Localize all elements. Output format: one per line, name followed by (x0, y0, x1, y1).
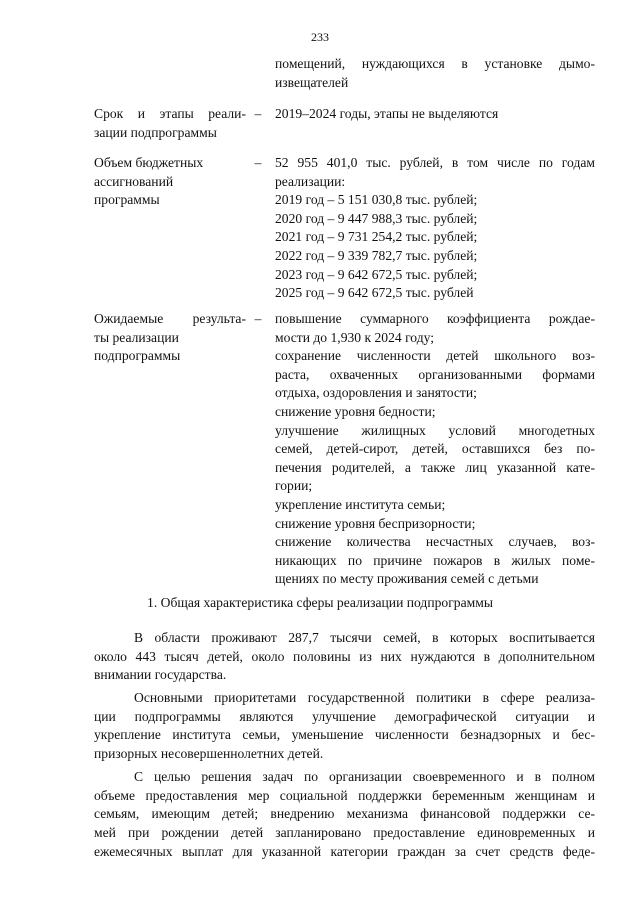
value-line: снижение уровня беспризорности; (275, 515, 476, 531)
paragraph (94, 768, 595, 861)
text-line: Основными приоритетами государственной политики в сфере реализа- (134, 690, 595, 706)
value-line: снижение количества несчастных случаев, воз- (275, 534, 595, 550)
row-dash: – (254, 311, 262, 326)
value-line: помещений, нуждающихся в установке дымо- (275, 56, 595, 71)
value-line: 2020 год – 9 447 988,3 тыс. рублей; (275, 210, 478, 226)
paragraph (94, 689, 595, 763)
label-line: ты реализации (94, 329, 179, 345)
row-label (94, 154, 246, 210)
label-line: ассигнований (94, 173, 174, 189)
value-line: щениях по месту проживания семей с детьми (275, 571, 539, 587)
value-line: отдыха, оздоровления и занятости; (275, 385, 477, 401)
section-heading: 1. Общая характеристика сферы реализации подпрограммы (147, 595, 493, 610)
label-line: Объем бюджетных (94, 155, 204, 170)
value-line: 2019 год – 5 151 030,8 тыс. рублей; (275, 192, 478, 208)
value-line: 52 955 401,0 тыс. рублей, в том числе по годам (275, 155, 595, 170)
text-line: укрепление института семьи, уменьшение численности безнадзорных и бес- (94, 727, 595, 743)
value-line: гории; (275, 478, 313, 494)
text-line: ежемесячных выплат для указанной категории граждан за счет средств феде- (94, 843, 595, 859)
value-line: реализации: (275, 173, 346, 189)
value-line: 2023 год – 9 642 672,5 тыс. рублей; (275, 266, 478, 282)
paragraph (94, 629, 595, 685)
value-line: 2021 год – 9 731 254,2 тыс. рублей; (275, 229, 478, 245)
text-line: С целью решения задач по организации своевременного и в полном (134, 769, 595, 785)
value-line: 2019–2024 годы, этапы не выделяются (275, 106, 499, 121)
label-line: зации подпрограммы (94, 124, 217, 140)
text-line: мей при рождении детей запланировано предоставление единовременных и (94, 824, 595, 840)
row-label (94, 310, 246, 366)
value-line: повышение суммарного коэффициента рождае- (275, 311, 595, 326)
value-line: печения родителей, а также лиц указанной катe- (275, 459, 595, 475)
value-line: снижение уровня бедности; (275, 403, 436, 419)
section-body (94, 629, 595, 866)
label-line: программы (94, 192, 160, 208)
value-line: 2022 год – 9 339 782,7 тыс. рублей; (275, 247, 478, 263)
row-value (275, 105, 595, 124)
row-dash: – (254, 155, 262, 170)
text-line: семьям, имеющим детей; внедрению механизма финансовой поддержки се- (94, 806, 595, 822)
label-line: подпрограммы (94, 348, 181, 364)
row-value (275, 310, 595, 589)
text-line: ции подпрограммы являются улучшение демографической ситуации и (94, 708, 595, 724)
text-line: призорных несовершеннолетних детей. (94, 746, 324, 762)
row-dash: – (254, 106, 262, 121)
text-line: внимании государства. (94, 667, 227, 683)
text-line: В области проживают 287,7 тысячи семей, в которых воспитывается (134, 630, 595, 645)
label-line: Ожидаемые результа- (94, 311, 246, 326)
row-value (275, 55, 595, 92)
value-line: извещателей (275, 74, 349, 90)
value-line: 2025 год – 9 642 672,5 тыс. рублей (275, 285, 474, 301)
value-line: раста, охваченных организованными формами (275, 366, 595, 382)
page-number: 233 (311, 30, 329, 44)
value-line: мости до 1,930 к 2024 году; (275, 329, 435, 345)
row-value (275, 154, 595, 303)
value-line: семей, детей-сирот, детей, оставшихся без по- (275, 441, 595, 457)
value-line: никающих по причине пожаров в жилых поме- (275, 552, 595, 568)
row-label (94, 105, 246, 142)
label-line: Срок и этапы реали- (94, 106, 246, 121)
text-line: объеме предоставления мер социальной поддержки беременным женщинам и (94, 787, 595, 803)
text-line: около 443 тысяч детей, около половины из них нуждаются в дополнительном (94, 648, 595, 664)
value-line: улучшение жилищных условий многодетных (275, 422, 595, 438)
value-line: сохранение численности детей школьного воз- (275, 348, 595, 364)
value-line: укрепление института семьи; (275, 496, 446, 512)
